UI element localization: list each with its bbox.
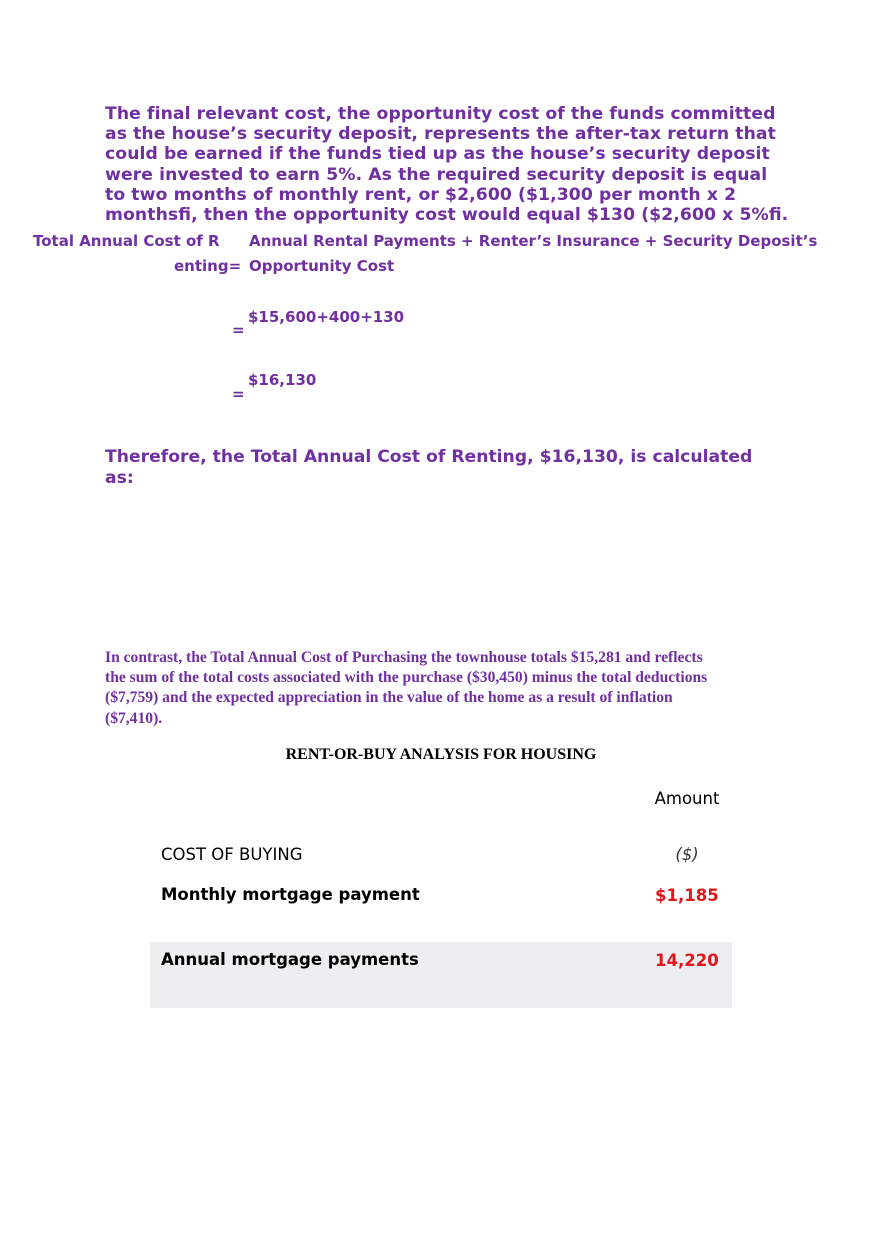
contrast-paragraph [105,648,795,729]
unit-label: ($) [675,845,699,864]
equation-step2-value: $16,130 [248,371,317,389]
equation-formula-line2: Opportunity Cost [249,257,395,275]
intro-line: as the house’s security deposit, represents the after-tax return that [105,124,776,145]
row-label-monthly-mortgage: Monthly mortgage payment [161,885,420,904]
intro-line: were invested to earn 5%. As the required security deposit is equal [105,164,768,185]
equals-sign: = [232,321,245,339]
intro-line: monthsﬁ, then the opportunity cost would equal $130 ($2,600 x 5%ﬁ. [105,205,789,226]
row-value-monthly-mortgage: $1,185 [655,886,719,905]
intro-paragraph [105,104,795,225]
intro-line: could be earned if the funds tied up as the house’s security deposit [105,144,770,165]
intro-line: to two months of monthly rent, or $2,600 ($1,300 per month x 2 [105,184,737,205]
equals-sign: = [232,385,245,403]
section-label-cost-of-buying: COST OF BUYING [161,845,303,864]
row-label-annual-mortgage: Annual mortgage payments [161,950,419,969]
contrast-line: the sum of the total costs associated with the purchase ($30,450) minus the total deductions [105,669,708,687]
intro-line: The final relevant cost, the opportunity cost of the funds committed [105,104,776,124]
equation-formula-line1: Annual Rental Payments + Renter’s Insurance + Security Deposit’s [249,232,818,250]
equation-step1-value: $15,600+400+130 [248,308,405,326]
amount-column-header: Amount [654,789,720,808]
equation-label-line1: Total Annual Cost of R [33,232,220,250]
table-title: RENT-OR-BUY ANALYSIS FOR HOUSING [285,746,597,763]
contrast-line: ($7,759) and the expected appreciation in the value of the home as a result of inflation [105,689,673,707]
row-value-annual-mortgage: 14,220 [655,951,719,970]
equation-label-line2: enting= [174,257,242,275]
therefore-paragraph: Therefore, the Total Annual Cost of Renting, $16,130, is calculated as: [105,447,753,488]
contrast-line: In contrast, the Total Annual Cost of Purchasing the townhouse totals $15,281 and reflects [105,649,703,666]
contrast-line: ($7,410). [105,709,163,727]
